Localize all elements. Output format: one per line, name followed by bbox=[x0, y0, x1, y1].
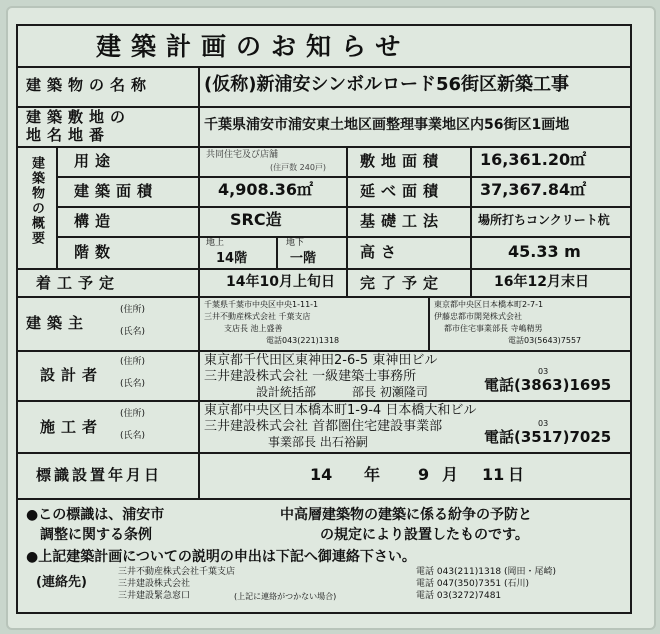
structure-value: SRC造 bbox=[230, 210, 282, 229]
name-label: 建築物の名称 bbox=[26, 76, 153, 94]
foundation-value: 場所打ちコンクリート杭 bbox=[478, 213, 610, 227]
contact-3-phone: 電話 03(3272)7481 bbox=[416, 591, 502, 601]
designer-phone-area: 03 bbox=[538, 367, 549, 376]
notice-line2b: の規定により設置したものです。 bbox=[320, 527, 529, 543]
contact-1-phone: 電話 043(211)1318 (岡田・尾崎) bbox=[416, 567, 557, 577]
use-note: (住戸数 240戸) bbox=[270, 163, 327, 172]
posted-day-unit: 日 bbox=[508, 465, 525, 484]
site-value: 千葉県浦安市浦安東土地区画整理事業地区内56街区1画地 bbox=[204, 117, 570, 133]
builder-phone: 電話(3517)7025 bbox=[484, 428, 612, 446]
site-label-1: 建築敷地の bbox=[26, 108, 132, 126]
floor-area-label: 延べ面積 bbox=[360, 182, 445, 200]
finish-label: 完了予定 bbox=[360, 274, 445, 292]
designer-name-label: (氏名) bbox=[120, 379, 146, 389]
builder-person: 事業部長 出石裕嗣 bbox=[268, 435, 368, 449]
notice-line3: ●上記建築計画についての説明の申出は下記へ御連絡下さい。 bbox=[26, 549, 416, 565]
start-label: 着工予定 bbox=[36, 274, 121, 292]
builder-phone-area: 03 bbox=[538, 419, 549, 428]
building-area-label: 建築面積 bbox=[74, 182, 159, 200]
posted-month: 9 bbox=[418, 465, 430, 484]
designer-phone: 電話(3863)1695 bbox=[484, 376, 612, 394]
floor-area-value: 37,367.84㎡ bbox=[480, 180, 587, 199]
posted-label: 標識設置年月日 bbox=[36, 466, 163, 484]
floors-below-label: 地下 bbox=[286, 238, 305, 248]
floors-above-value: 14階 bbox=[216, 251, 248, 266]
owner-a-address: 千葉県千葉市中央区中央1-11-1 bbox=[204, 300, 319, 309]
designer-addr-label: (住所) bbox=[120, 357, 146, 367]
use-label: 用途 bbox=[74, 152, 117, 170]
builder-label: 施工者 bbox=[40, 418, 104, 436]
owner-name-label: (氏名) bbox=[120, 327, 146, 337]
name-value: (仮称)新浦安シンボルロード56街区新築工事 bbox=[204, 74, 570, 95]
designer-address: 東京都千代田区東神田2-6-5 東神田ビル bbox=[204, 353, 438, 368]
designer-person: 部長 初瀬隆司 bbox=[352, 385, 428, 399]
site-area-value: 16,361.20㎡ bbox=[480, 150, 587, 169]
floors-below-value: 一階 bbox=[290, 251, 317, 266]
builder-firm: 三井建設株式会社 首都圏住宅建設事業部 bbox=[204, 419, 443, 434]
notice-line1b: 中高層建築物の建築に係る紛争の予防と bbox=[280, 507, 532, 523]
site-label-2: 地名地番 bbox=[26, 126, 111, 144]
notice-line1a: ●この標識は、浦安市 bbox=[26, 507, 165, 523]
owner-a-person: 支店長 池上盛善 bbox=[224, 324, 283, 333]
floors-above-label: 地上 bbox=[206, 238, 225, 248]
finish-value: 16年12月末日 bbox=[494, 274, 589, 290]
start-value: 14年10月上旬日 bbox=[226, 274, 335, 290]
designer-firm: 三井建設株式会社 一級建築士事務所 bbox=[204, 369, 417, 384]
owner-b-person: 都市住宅事業部長 寺嶋精男 bbox=[444, 324, 543, 333]
posted-day: 11 bbox=[482, 465, 505, 484]
foundation-label: 基礎工法 bbox=[360, 212, 445, 230]
owner-b-address: 東京都中央区日本橋本町2-7-1 bbox=[434, 300, 544, 309]
posted-year-unit: 年 bbox=[364, 465, 381, 484]
posted-month-unit: 月 bbox=[442, 465, 459, 484]
height-label: 高さ bbox=[360, 243, 403, 261]
height-value: 45.33 m bbox=[508, 242, 581, 261]
contact-3-name: 三井建設緊急窓口 bbox=[118, 591, 191, 601]
owner-a-company: 三井不動産株式会社 千葉支店 bbox=[204, 312, 311, 321]
owner-a-phone: 電話043(221)1318 bbox=[266, 336, 340, 345]
use-value: 共同住宅及び店舗 bbox=[206, 150, 279, 160]
contact-2-phone: 電話 047(350)7351 (石川) bbox=[416, 579, 530, 589]
designer-dept: 設計統括部 bbox=[256, 385, 317, 399]
contact-2-name: 三井建設株式会社 bbox=[118, 579, 191, 589]
designer-label: 設計者 bbox=[40, 366, 104, 384]
owner-b-company: 伊藤忠都市開発株式会社 bbox=[434, 312, 522, 321]
builder-addr-label: (住所) bbox=[120, 409, 146, 419]
contact-3-note: (上記に連絡がつかない場合) bbox=[234, 592, 337, 601]
overview-label: 建築物の概要 bbox=[29, 156, 44, 246]
contact-label: (連絡先) bbox=[36, 575, 87, 590]
contact-1-name: 三井不動産株式会社千葉支店 bbox=[118, 567, 236, 577]
owner-addr-label: (住所) bbox=[120, 305, 146, 315]
page-title: 建築計画のお知らせ bbox=[96, 32, 411, 61]
owner-label: 建築主 bbox=[26, 314, 90, 332]
site-area-label: 敷地面積 bbox=[360, 152, 445, 170]
builder-address: 東京都中央区日本橋本町1-9-4 日本橋大和ビル bbox=[204, 403, 477, 418]
posted-year: 14 bbox=[310, 465, 333, 484]
structure-label: 構造 bbox=[74, 212, 117, 230]
notice-line2a: 調整に関する条例 bbox=[40, 527, 152, 543]
owner-b-phone: 電話03(5643)7557 bbox=[508, 336, 582, 345]
floors-label: 階数 bbox=[74, 243, 117, 261]
building-area-value: 4,908.36㎡ bbox=[218, 180, 313, 199]
builder-name-label: (氏名) bbox=[120, 431, 146, 441]
